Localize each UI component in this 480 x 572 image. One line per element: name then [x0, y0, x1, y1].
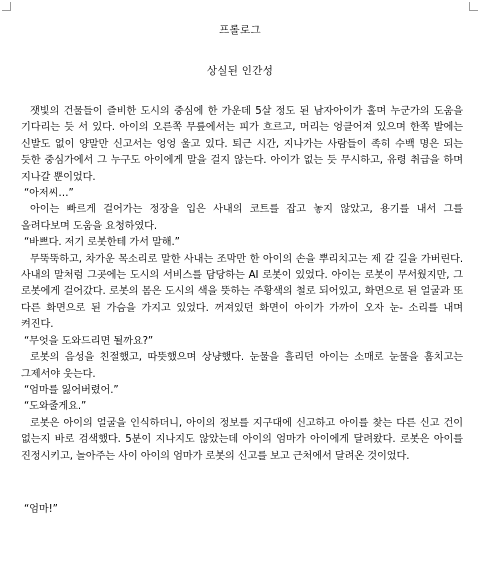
- paragraph: 잿빛의 건물들이 즐비한 도시의 중심에 한 가운데 5살 정도 된 남자아이가 홀며 누군가의 도움을 기다리는 듯 서 있다. 아이의 오른쪽 무릎에서는 피가 흐르고, 머리는 엉클어져 있으며 한쪽 발에는 신발도 없이 양말만 신고서는 엉엉 울고 있다. 퇴근 시간, 지나가는 사람들이 족히 수백 명은 되는 듯한 중심가에서 그 누구도 아이에게 말을 걸지 않는다. 아이가 없는 듯 무시하고, 유령 취급을 하며 지나갈 뿐이었다.: [21, 106, 463, 183]
- dialogue-line: “엄마!”: [24, 503, 58, 515]
- paragraph: 아이는 빠르게 걸어가는 정장을 입은 사내의 코트를 잡고 놓지 않았고, 용기를 내서 그를 올려다보며 도움을 요청하였다.: [21, 204, 463, 232]
- page-corner-mark: [2, 2, 11, 11]
- dialogue-line: “아저씨…”: [24, 188, 74, 200]
- dialogue-line: “엄마를 잃어버렸어.”: [24, 384, 119, 396]
- document-subtitle: 상실된 인간성: [206, 65, 274, 77]
- paragraph: 로봇의 음성을 친절했고, 따뜻했으며 상냥했다. 눈물을 흘리던 아이는 소매로 눈물을 훔치고는 그제서야 웃는다.: [21, 352, 463, 380]
- paragraph: 로봇은 아이의 얼굴을 인식하더니, 아이의 정보를 지구대에 신고하고 아이를 찾는 다른 신고 건이 없는지 바로 검색했다. 5분이 지나지도 않았는데 아이의 엄마가 아이에게 달려왔다. 로봇은 아이를 진정시키고, 놀아주는 사이 아이의 엄마가 로봇의 신고를 보고 근처에서 달려온 것이었다.: [21, 417, 463, 462]
- dialogue-line: “도와줄게요.”: [24, 401, 87, 413]
- document-body: [21, 104, 463, 518]
- page-corner-mark: [469, 2, 478, 11]
- document-title: 프롤로그: [219, 24, 261, 36]
- blank-line: [21, 475, 463, 491]
- paragraph: 무뚝뚝하고, 차가운 목소리로 말한 사내는 조막만 한 아이의 손을 뿌리치고는 제 갈 길을 가버린다. 사내의 말처럼 그곳에는 도시의 서비스를 담당하는 AI 로봇이 있었다. 아이는 로봇이 무서웠지만, 그 로봇에게 걸어갔다. 로봇의 몸은 도시의 색을 뜻하는 주황색의 철로 되어있고, 화면으로 된 얼굴과 또 다른 화면으로 된 가슴을 가지고 있었다. 꺼져있던 화면이 아이가 가까이 오자 눈- 소리를 내며 켜진다.: [21, 253, 463, 331]
- dialogue-line: “무엇을 도와드리면 될까요?”: [24, 335, 154, 347]
- dialogue-line: “바쁘다. 저기 로봇한테 가서 말해.”: [24, 237, 180, 249]
